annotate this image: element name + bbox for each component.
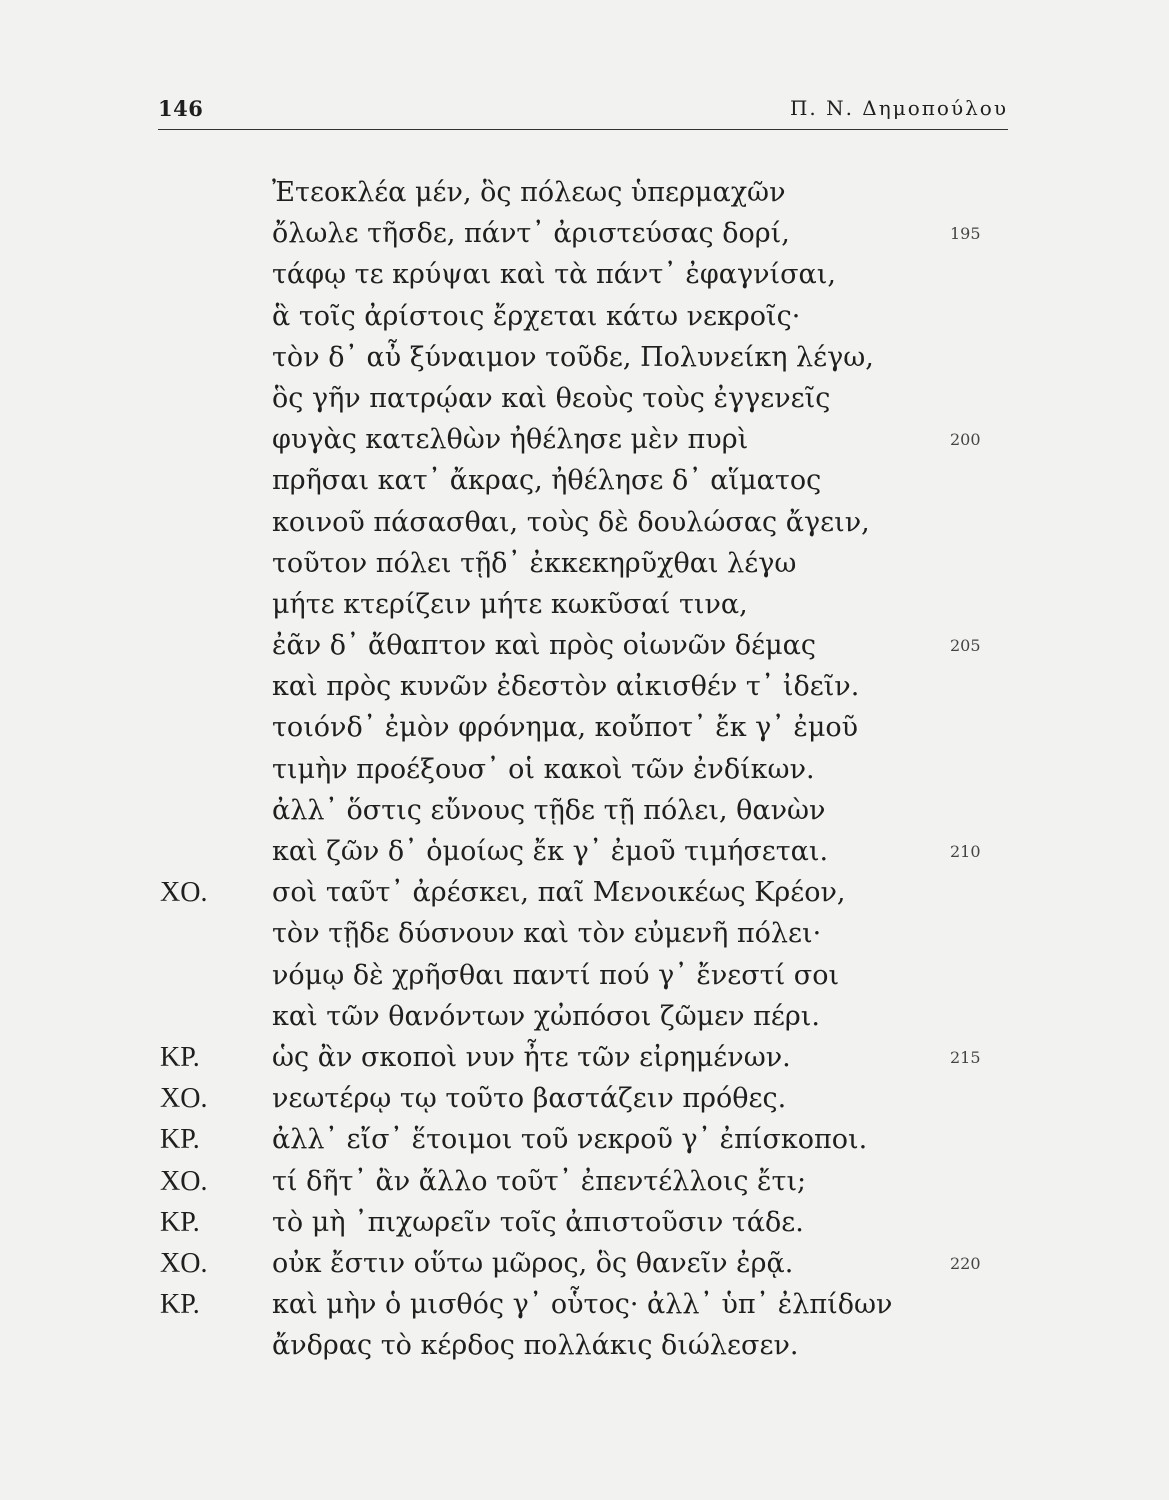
verse-text: καὶ τῶν θανόντων χὠπόσοι ζῶμεν πέρι. xyxy=(272,1000,820,1032)
verse-text: νεωτέρῳ τῳ τοῦτο βαστάζειν πρόθες. xyxy=(272,1083,787,1115)
verse-text: ἐᾶν δ᾽ ἄθαπτον καὶ πρὸς οἰωνῶν δέμας xyxy=(272,630,816,662)
line-number: 195 xyxy=(950,224,981,244)
verse-line xyxy=(0,707,1169,748)
verse-line xyxy=(0,213,1169,254)
verse-text: τὸ μὴ ᾽πιχωρεῖν τοῖς ἀπιστοῦσιν τάδε. xyxy=(272,1206,804,1238)
verse-text: φυγὰς κατελθὼν ἠθέλησε μὲν πυρὶ xyxy=(272,424,749,456)
verse-text: τὸν δ᾽ αὖ ξύναιμον τοῦδε, Πολυνείκη λέγω, xyxy=(272,341,874,373)
verse-text: Ἐτεοκλέα μέν, ὃς πόλεως ὑπερμαχῶν xyxy=(272,177,786,208)
verse-line xyxy=(0,996,1169,1037)
verse-text: καὶ ζῶν δ᾽ ὁμοίως ἔκ γ᾽ ἐμοῦ τιμήσεται. xyxy=(272,836,829,867)
verse-text: τοιόνδ᾽ ἐμὸν φρόνημα, κοὔποτ᾽ ἔκ γ᾽ ἐμοῦ xyxy=(272,712,859,744)
verse-line xyxy=(0,1284,1169,1325)
verse-text: καὶ πρὸς κυνῶν ἐδεστὸν αἰκισθέν τ᾽ ἰδεῖν. xyxy=(272,671,860,703)
line-number: 210 xyxy=(950,842,981,861)
verse-text: τὸν τῇδε δύσνουν καὶ τὸν εὐμενῆ πόλει· xyxy=(272,918,822,950)
verse-line xyxy=(0,460,1169,501)
line-number: 220 xyxy=(950,1253,981,1273)
line-number: 205 xyxy=(950,636,981,656)
verse-line xyxy=(0,666,1169,707)
verse-line xyxy=(0,419,1169,460)
verse-line xyxy=(0,584,1169,625)
verse-text: τί δῆτ᾽ ἂν ἄλλο τοῦτ᾽ ἐπεντέλλοις ἔτι; xyxy=(272,1165,807,1197)
verse-line xyxy=(0,831,1169,872)
verse-line xyxy=(0,1161,1169,1202)
verse-line xyxy=(0,872,1169,913)
speaker-label: ΚΡ. xyxy=(160,1041,200,1073)
verse-line xyxy=(0,1325,1169,1366)
verse-text: νόμῳ δὲ χρῆσθαι παντί πού γ᾽ ἔνεστί σοι xyxy=(272,959,840,991)
verse-text: ἀλλ᾽ εἴσ᾽ ἕτοιμοι τοῦ νεκροῦ γ᾽ ἐπίσκοποι. xyxy=(272,1124,868,1156)
verse-text: ἄνδρας τὸ κέρδος πολλάκις διώλεσεν. xyxy=(272,1330,799,1362)
verse-text: πρῆσαι κατ᾽ ἄκρας, ἠθέλησε δ᾽ αἵματος xyxy=(272,465,822,497)
verse-line xyxy=(0,254,1169,295)
verse-text: καὶ μὴν ὁ μισθός γ᾽ οὗτος· ἀλλ᾽ ὑπ᾽ ἐλπίδων xyxy=(272,1289,893,1321)
verse-line xyxy=(0,172,1169,213)
verse-line xyxy=(0,378,1169,419)
verse-text: ἀλλ᾽ ὅστις εὔνους τῇδε τῇ πόλει, θανὼν xyxy=(272,794,826,826)
verse-line xyxy=(0,625,1169,666)
page-number: 146 xyxy=(158,96,204,121)
speaker-label: ΧΟ. xyxy=(160,1165,208,1197)
verse-text: ὄλωλε τῆσδε, πάντ᾽ ἀριστεύσας δορί, xyxy=(272,218,790,250)
verse-text: σοὶ ταῦτ᾽ ἀρέσκει, παῖ Μενοικέως Κρέον, xyxy=(272,877,846,909)
verse-text: κοινοῦ πάσασθαι, τοὺς δὲ δουλώσας ἄγειν, xyxy=(272,506,870,538)
verse-line xyxy=(0,1202,1169,1243)
speaker-label: ΚΡ. xyxy=(160,1289,200,1321)
verse-line xyxy=(0,543,1169,584)
verse-line xyxy=(0,1119,1169,1160)
speaker-label: ΧΟ. xyxy=(160,877,208,909)
speaker-label: ΧΟ. xyxy=(160,1083,208,1115)
verse-text: ἃ τοῖς ἀρίστοις ἔρχεται κάτω νεκροῖς· xyxy=(272,300,801,332)
verse-line xyxy=(0,749,1169,790)
verse-text: τοῦτον πόλει τῇδ᾽ ἐκκεκηρῦχθαι λέγω xyxy=(272,547,797,579)
verse-line xyxy=(0,1078,1169,1119)
verse-line xyxy=(0,955,1169,996)
page-header xyxy=(158,96,1008,130)
verse-line xyxy=(0,337,1169,378)
verse-line xyxy=(0,502,1169,543)
header-rule xyxy=(158,129,1008,130)
speaker-label: ΧΟ. xyxy=(160,1247,208,1279)
running-head: Π. Ν. Δημοπούλου xyxy=(789,96,1008,120)
verse-block xyxy=(0,172,1169,1366)
verse-line xyxy=(0,913,1169,954)
verse-line xyxy=(0,296,1169,337)
line-number: 215 xyxy=(950,1047,981,1067)
speaker-label: ΚΡ. xyxy=(160,1206,200,1238)
verse-line xyxy=(0,790,1169,831)
verse-text: οὐκ ἔστιν οὕτω μῶρος, ὃς θανεῖν ἐρᾷ. xyxy=(272,1247,794,1279)
verse-text: ὡς ἂν σκοποὶ νυν ἦτε τῶν εἰρημένων. xyxy=(272,1041,791,1073)
verse-text: ὃς γῆν πατρῴαν καὶ θεοὺς τοὺς ἐγγενεῖς xyxy=(272,382,831,414)
line-number: 200 xyxy=(950,430,981,450)
verse-text: τιμὴν προέξουσ᾽ οἱ κακοὶ τῶν ἐνδίκων. xyxy=(272,753,815,785)
verse-line xyxy=(0,1243,1169,1284)
verse-text: μήτε κτερίζειν μήτε κωκῦσαί τινα, xyxy=(272,588,748,620)
speaker-label: ΚΡ. xyxy=(160,1124,200,1156)
verse-line xyxy=(0,1037,1169,1078)
verse-text: τάφῳ τε κρύψαι καὶ τὰ πάντ᾽ ἐφαγνίσαι, xyxy=(272,259,836,291)
